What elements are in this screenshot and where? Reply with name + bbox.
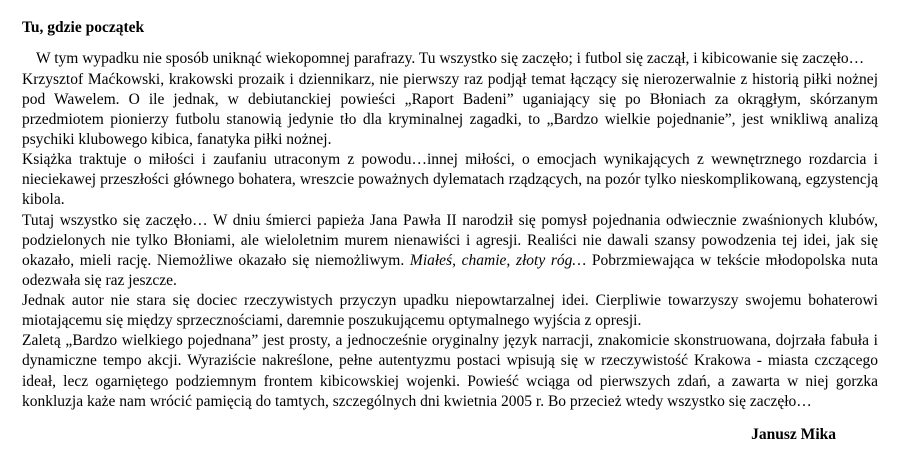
author-signature: Janusz Mika [751,425,836,443]
page-title: Tu, gdzie początek [22,19,145,36]
paragraph [22,150,878,210]
paragraph-text: Pobrzmiewająca w tekście młodopolska nuta odezwała się raz jeszcze. [22,251,879,289]
paragraph [22,49,878,69]
paragraph [22,331,878,412]
paragraph [22,291,878,331]
paragraph [22,211,878,292]
paragraph-text: Krzysztof Maćkowski, krakowski prozaik i dziennikarz, nie pierwszy raz podjął temat łączący się nierozerwalnie z historią piłki nożnej pod Wawelem. O ile jednak, w debiutanckiej powieści „Raport Badeni” uganiający się po Błoniach za okrągłym, skórzanym przedmiotem pionierzy futbolu stanowią jedynie tło dla kryminalnej zagadki, to „Bardzo wielkie pojednanie”, jest wnikliwą analizą psychiki klubowego kibica, fanatyka piłki nożnej. [22,70,878,148]
paragraph-text: Zaletą „Bardzo wielkiego pojednana” jest prosty, a jednocześnie oryginalny język narracji, znakomicie skonstruowana, dojrzała fabuła i dynamiczne tempo akcji. Wyraziście nakreślone, pełne autentyzmu postaci wpisują się w rzeczywistość Krakowa - miasta czczącego ideał, lecz ogarniętego podziemnym frontem kibicowskiej wojenki. Powieść wciąga od pierwszych zdań, a zawarta w niej gorzka konkluzja każe nam wrócić pamięcią do tamtych, szczególnych dni kwietnia 2005 r. Bo przecież wtedy wszystko się zaczęło… [22,332,878,410]
paragraph-text: W tym wypadku nie sposób uniknąć wiekopomnej parafrazy. Tu wszystko się zaczęło; i futbol się zaczął, i kibicowanie się zaczęło… [36,50,865,68]
paragraph-text: Tutaj wszystko się zaczęło… W dniu śmierci papieża Jana Pawła II narodził się pomysł pojednania odwiecznie zwaśnionych klubów, podzielonych nie tylko Błoniami, ale wieloletnim murem nienawiści i agresji. Realiści nie dawali szansy powodzenia tej idei, jak się okazało, mieli rację. Niemożliwe okazało się niemożliwym. [22,211,878,269]
paragraph-text: Książka traktuje o miłości i zaufaniu utraconym z powodu…innej miłości, o emocjach wynikających z wewnętrznego rozdarcia i nieciekawej przeszłości głównego bohatera, wreszcie poważnych dylematach rządzących, na pozór tylko nieskomplikowaną, egzystencją kibola. [22,151,878,209]
document-body [22,49,878,412]
paragraph [22,70,878,151]
emphasis-text: Miałeś, chamie, złoty róg… [409,251,587,269]
paragraph-text: Jednak autor nie stara się dociec rzeczywistych przyczyn upadku niepowtarzalnej idei. Cierpliwie towarzyszy swojemu bohaterowi miotającemu się między sprzecznościami, daremnie poszukującemu optymalnego wyjścia z opresji. [22,292,878,330]
